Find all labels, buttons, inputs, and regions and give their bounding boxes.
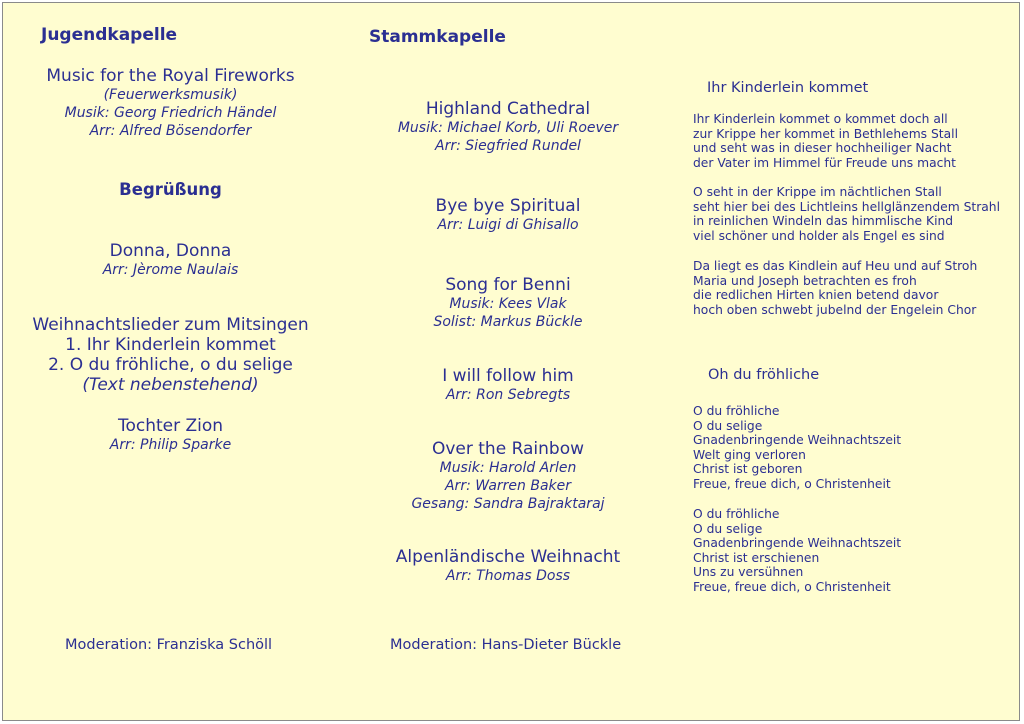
song-item-1: 1. Ihr Kinderlein kommet xyxy=(65,335,276,355)
piece-title: Highland Cathedral xyxy=(425,99,591,119)
piece-title: Bye bye Spiritual xyxy=(435,196,581,216)
song-item-2: 2. O du fröhliche, o du selige xyxy=(48,355,293,375)
song1-verse-1: Ihr Kinderlein kommet o kommet doch all zur Krippe her kommet in Bethlehems Stall und seht was in dieser hochheiliger Nacht der Vater im Himmel für Freude uns macht xyxy=(693,112,958,170)
piece-subtitle: (Feuerwerksmusik) xyxy=(103,87,238,103)
stamm-piece-highland xyxy=(358,99,658,155)
stamm-piece-alpenlaendische xyxy=(358,547,658,585)
piece-title: Over the Rainbow xyxy=(431,439,585,459)
piece-arranger: Arr: Philip Sparke xyxy=(109,437,232,453)
piece-title: Music for the Royal Fireworks xyxy=(46,66,295,86)
song2-title: Oh du fröhliche xyxy=(708,367,820,383)
piece-soloist: Solist: Markus Bückle xyxy=(433,314,583,330)
piece-title: Weihnachtslieder zum Mitsingen xyxy=(32,315,309,335)
piece-title: Tochter Zion xyxy=(117,416,224,436)
piece-arranger: Arr: Alfred Bösendorfer xyxy=(89,123,252,139)
piece-composer: Musik: Kees Vlak xyxy=(449,296,567,312)
piece-note: (Text nebenstehend) xyxy=(82,375,259,395)
piece-arranger: Arr: Jèrome Naulais xyxy=(102,262,239,278)
piece-arranger: Arr: Warren Baker xyxy=(444,478,572,494)
piece-arranger: Arr: Ron Sebregts xyxy=(445,387,571,403)
piece-title: Alpenländische Weihnacht xyxy=(395,547,621,567)
song2-verse-2: O du fröhliche O du selige Gnadenbringende Weihnachtszeit Christ ist erschienen Uns zu versühnen Freue, freue dich, o Christenheit xyxy=(693,507,902,594)
stamm-piece-bye-bye xyxy=(358,196,658,234)
song2-verse-1: O du fröhliche O du selige Gnadenbringende Weihnachtszeit Welt ging verloren Christ ist geboren Freue, freue dich, o Christenheit xyxy=(693,404,902,491)
stamm-piece-benni xyxy=(358,275,658,331)
piece-composer: Musik: Georg Friedrich Händel xyxy=(64,105,277,121)
stammkapelle-heading: Stammkapelle xyxy=(369,27,506,47)
stamm-moderation: Moderation: Hans-Dieter Bückle xyxy=(390,637,622,653)
piece-arranger: Arr: Siegfried Rundel xyxy=(435,138,581,154)
stamm-piece-follow-him xyxy=(358,366,658,404)
song1-verse-2: O seht in der Krippe im nächtlichen Stall seht hier bei des Lichtleins hellglänzendem Strahl in reinlichen Windeln das himmlische Kind viel schöner und holder als Engel es sind xyxy=(693,185,1001,243)
stamm-piece-rainbow xyxy=(358,439,658,513)
piece-title: I will follow him xyxy=(442,366,574,386)
jugend-piece-tochter-zion xyxy=(23,416,318,454)
jugendkapelle-heading: Jugendkapelle xyxy=(41,25,178,45)
stammkapelle-column xyxy=(358,3,658,722)
song1-title: Ihr Kinderlein kommet xyxy=(707,80,869,96)
jugend-piece-fireworks xyxy=(23,66,318,140)
piece-arranger: Arr: Luigi di Ghisallo xyxy=(437,217,579,233)
piece-composer: Musik: Michael Korb, Uli Roever xyxy=(397,120,619,136)
piece-vocals: Gesang: Sandra Bajraktaraj xyxy=(411,496,605,512)
song1-verse-3: Da liegt es das Kindlein auf Heu und auf Stroh Maria und Joseph betrachten es froh die redlichen Hirten knien betend davor hoch oben schwebt jubelnd der Engelein Chor xyxy=(693,259,978,317)
piece-composer: Musik: Harold Arlen xyxy=(439,460,577,476)
piece-arranger: Arr: Thomas Doss xyxy=(445,568,571,584)
jugendkapelle-column xyxy=(23,3,318,722)
jugend-moderation: Moderation: Franziska Schöll xyxy=(65,637,273,653)
lyrics-column xyxy=(693,3,1013,722)
piece-title: Song for Benni xyxy=(445,275,571,295)
program-page xyxy=(2,2,1020,721)
piece-title: Donna, Donna xyxy=(109,241,232,261)
greeting-label: Begrüßung xyxy=(119,180,222,199)
jugend-piece-sing-along xyxy=(23,315,318,395)
jugend-piece-donna xyxy=(23,241,318,279)
